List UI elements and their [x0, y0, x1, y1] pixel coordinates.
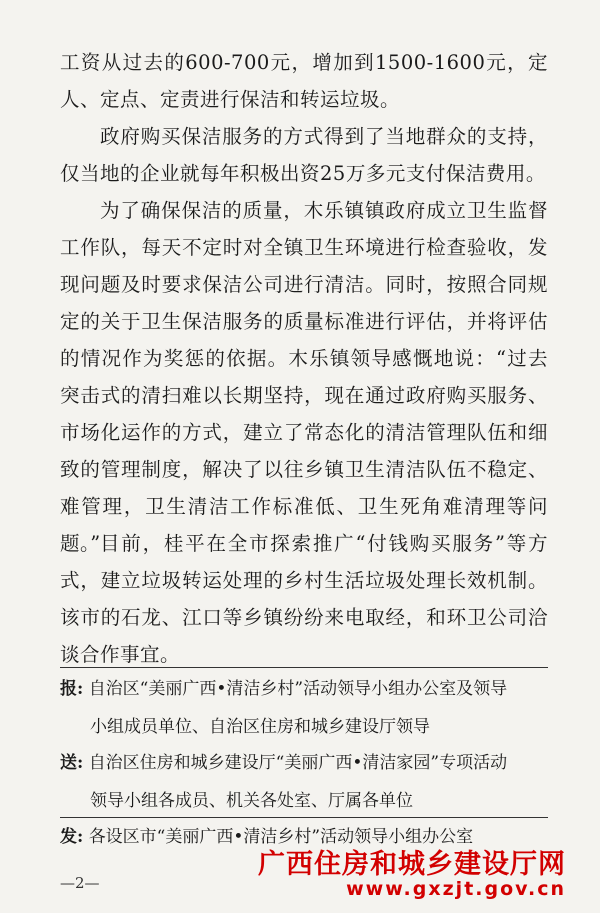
page-number: —2—	[60, 874, 100, 892]
body-paragraph-2: 政府购买保洁服务的方式得到了当地群众的支持，仅当地的企业就每年积极出资25万多元支付保洁费用。	[60, 125, 548, 185]
send-to-line-1	[60, 744, 548, 782]
report-recipients-2: 小组成员单位、自治区住房和城乡建设厅领导	[90, 717, 430, 737]
report-to-line-1	[60, 670, 548, 708]
issue-recipients: 各设区市“美丽广西•清洁乡村”活动领导小组办公室	[88, 827, 474, 847]
report-recipients-1: 自治区“美丽广西•清洁乡村”活动领导小组办公室及领导	[88, 679, 508, 699]
send-to-line-2	[60, 782, 548, 820]
issue-label: 发:	[60, 827, 84, 847]
body-paragraph-3: 为了确保保洁的质量，木乐镇镇政府成立卫生监督工作队，每天不定时对全镇卫生环境进行检查验收，发现问题及时要求保洁公司进行清洁。同时，按照合同规定的关于卫生保洁服务的质量标准进行评估，并将评估的情况作为奖惩的依据。木乐镇领导感慨地说：“过去突击式的清扫难以长期坚持，现在通过政府购买服务、市场化运作的方式，建立了常态化的清洁管理队伍和细致的管理制度，解决了以往乡镇卫生清洁队伍不稳定、难管理，卫生清洁工作标准低、卫生死角难清理等问题。”	[60, 199, 548, 555]
send-recipients-1: 自治区住房和城乡建设厅“美丽广西•清洁家园”专项活动	[88, 753, 508, 773]
send-recipients-2: 领导小组各成员、机关各处室、厅属各单位	[90, 791, 413, 811]
body-paragraph-4: 目前，桂平在全市探索推广“付钱购买服务”等方式，建立垃圾转运处理的乡村生活垃圾处理长效机制。该市的石龙、江口等乡镇纷纷来电取经，和环卫公司洽谈合作事宜。	[60, 532, 548, 666]
body-paragraph-1: 工资从过去的600-700元，增加到1500-1600元，定人、定点、定责进行保洁和转运垃圾。	[60, 51, 548, 111]
send-label: 送:	[60, 753, 84, 773]
distribution-top-rule	[60, 667, 548, 668]
watermark-site-title: 广西住房和城乡建设厅网	[258, 849, 566, 880]
report-label: 报:	[60, 679, 84, 699]
report-to-line-2	[60, 708, 548, 746]
watermark-site-url: www.gxzjt.gov.cn	[346, 878, 566, 900]
